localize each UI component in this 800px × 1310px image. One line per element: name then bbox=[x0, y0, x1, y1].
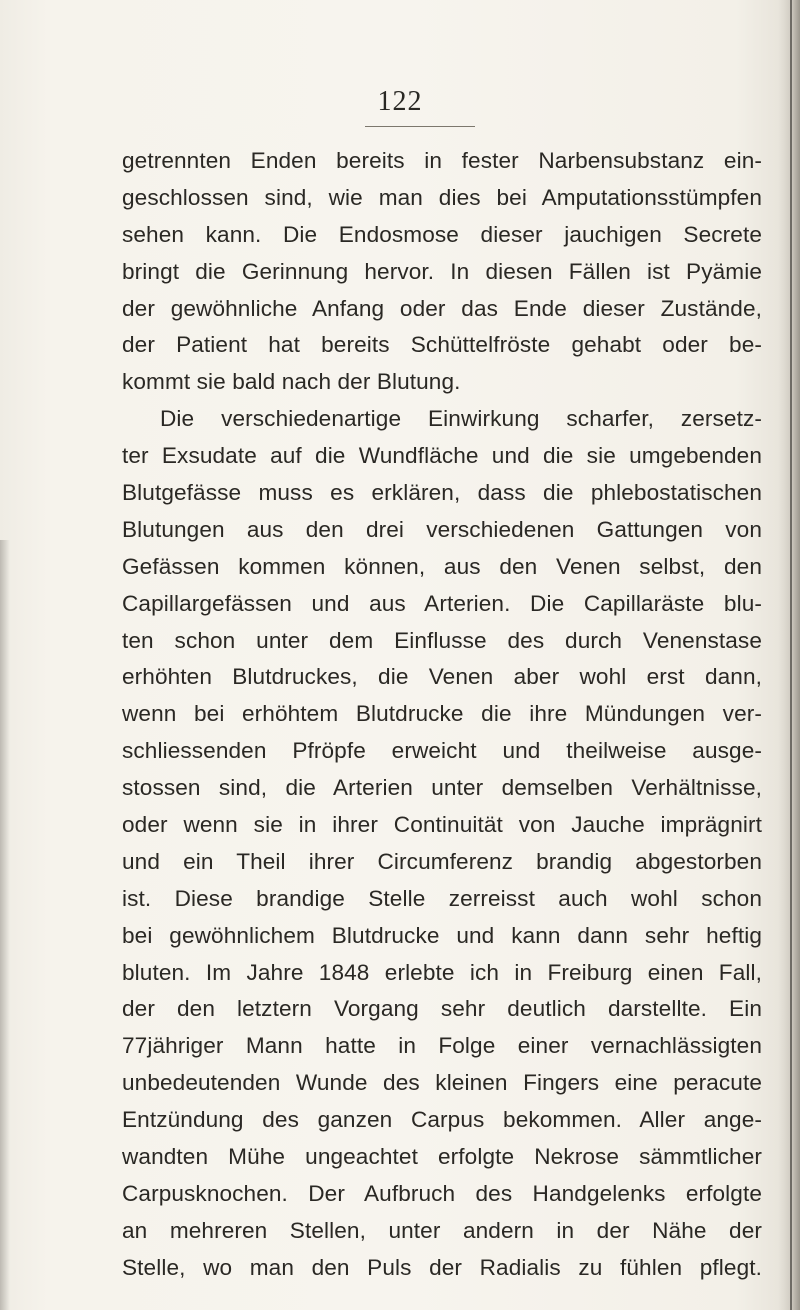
text-line: Gefässen kommen können, aus den Venen selbst, den bbox=[122, 553, 762, 579]
page-binding-shadow bbox=[778, 0, 800, 1310]
text-line: 77jähriger Mann hatte in Folge einer vernachlässigten bbox=[122, 1033, 762, 1059]
text-line: der den letztern Vorgang sehr deutlich darstellte. Ein bbox=[122, 996, 762, 1022]
text-line: Stelle, wo man den Puls der Radialis zu fühlen pflegt. bbox=[122, 1254, 762, 1280]
text-line: bringt die Gerinnung hervor. In diesen Fällen ist Pyämie bbox=[122, 258, 762, 284]
text-line: wenn bei erhöhtem Blutdrucke die ihre Mündungen ver- bbox=[122, 701, 762, 727]
text-line: Capillargefässen und aus Arterien. Die Capillaräste blu- bbox=[122, 590, 762, 616]
text-line: stossen sind, die Arterien unter demselben Verhältnisse, bbox=[122, 775, 762, 801]
text-line: Entzündung des ganzen Carpus bekommen. Aller ange- bbox=[122, 1107, 762, 1133]
page-left-edge-shadow bbox=[0, 540, 10, 1310]
text-line: getrennten Enden bereits in fester Narbensubstanz ein- bbox=[122, 148, 762, 173]
text-line: ter Exsudate auf die Wundfläche und die sie umgebenden bbox=[122, 443, 762, 469]
text-line: wandten Mühe ungeachtet erfolgte Nekrose sämmtlicher bbox=[122, 1144, 762, 1170]
text-line: Blutungen aus den drei verschiedenen Gattungen von bbox=[122, 516, 762, 542]
body-text bbox=[122, 143, 762, 1287]
text-line: unbedeutenden Wunde des kleinen Fingers eine peracute bbox=[122, 1070, 762, 1096]
text-line: und ein Theil ihrer Circumferenz brandig abgestorben bbox=[122, 848, 762, 874]
text-line: kommt sie bald nach der Blutung. bbox=[122, 369, 461, 395]
page-number-rule bbox=[365, 126, 475, 127]
text-line: sehen kann. Die Endosmose dieser jauchigen Secrete bbox=[122, 221, 762, 247]
text-line: Die verschiedenartige Einwirkung scharfer, zersetz- bbox=[160, 406, 762, 432]
text-line: bluten. Im Jahre 1848 erlebte ich in Freiburg einen Fall, bbox=[122, 959, 762, 985]
page-edge-line bbox=[790, 0, 792, 1310]
text-line: der gewöhnliche Anfang oder das Ende dieser Zustände, bbox=[122, 295, 762, 321]
text-line: ist. Diese brandige Stelle zerreisst auch wohl schon bbox=[122, 885, 762, 911]
text-line: bei gewöhnlichem Blutdrucke und kann dann sehr heftig bbox=[122, 922, 762, 948]
text-line: der Patient hat bereits Schüttelfröste gehabt oder be- bbox=[122, 332, 762, 358]
text-line: erhöhten Blutdruckes, die Venen aber wohl erst dann, bbox=[122, 664, 762, 690]
text-line: ten schon unter dem Einflusse des durch Venenstase bbox=[122, 627, 762, 653]
page-number: 122 bbox=[377, 86, 423, 117]
text-line: schliessenden Pfröpfe erweicht und theilweise ausge- bbox=[122, 738, 762, 764]
text-line: geschlossen sind, wie man dies bei Amputationsstümpfen bbox=[122, 184, 762, 210]
text-line: Blutgefässe muss es erklären, dass die phlebostatischen bbox=[122, 480, 762, 506]
text-line: an mehreren Stellen, unter andern in der Nähe der bbox=[122, 1217, 762, 1243]
text-line: Carpusknochen. Der Aufbruch des Handgelenks erfolgte bbox=[122, 1180, 762, 1206]
text-line: oder wenn sie in ihrer Continuität von Jauche imprägnirt bbox=[122, 812, 762, 838]
